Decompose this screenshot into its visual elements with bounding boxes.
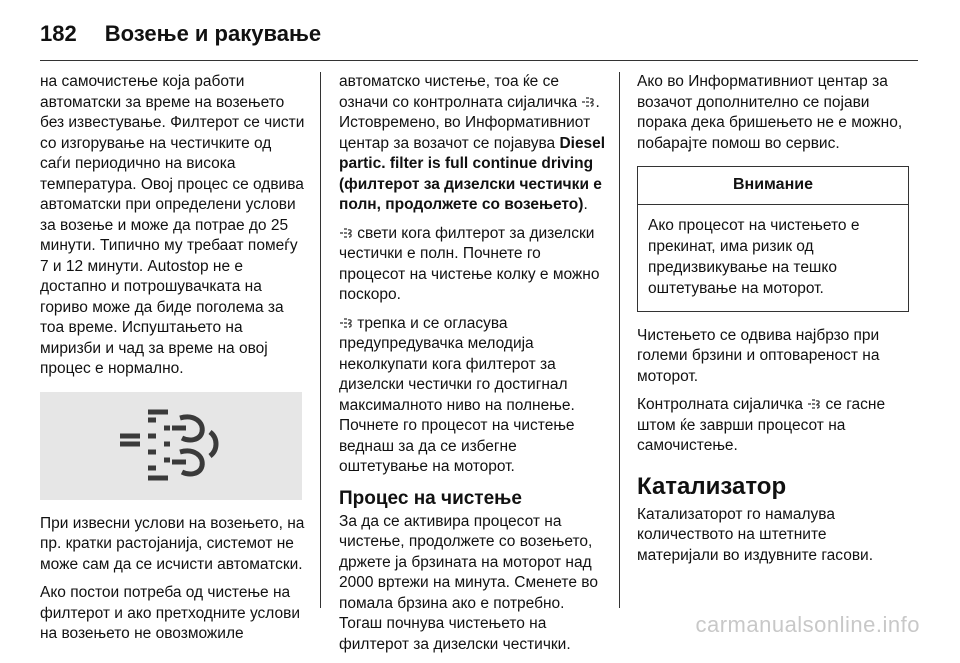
paragraph: Катализаторот го намалува количеството на штетните материјали во издувните гасови. (637, 505, 874, 564)
page-number: 182 (40, 21, 77, 46)
text: автоматско чистење, тоа ќе се означи со контролната сијаличка (339, 73, 582, 111)
section-heading: Катализатор (637, 472, 787, 500)
paragraph (339, 72, 607, 216)
paragraph: на самочистење која работи автоматски за време на возењето без известување. Филтерот се чисти со изгорување на честичките од саѓи периодично на висока температура. Овој процес се одвива автоматски при определени услови за возење и може да потрае до 25 минути. Типично му требаат помеѓу 7 и 12 минути. Autostop не е достапно и потрошувачката на гориво може да биде поголема за тоа време. Испуштањето на миризби и чад за време на овој процес е нормално. (40, 73, 305, 377)
paragraph: Чистењето се одвива најбрзо при големи брзини и оптовареност на моторот. (637, 326, 880, 385)
diesel-particulate-filter-icon (40, 392, 302, 500)
header-rule (40, 60, 918, 61)
paragraph (339, 224, 607, 306)
text: . Истовремено, во Информативниот центар за возачот се појавува (339, 93, 600, 152)
warning-body: Ако процесот на чистењето е прекинат, има ризик од предизвикување на тешко оштетување на моторот. (648, 216, 860, 297)
warning-box (637, 166, 909, 312)
column-divider (619, 72, 620, 608)
diesel-particulate-filter-icon (339, 316, 353, 330)
paragraph (637, 395, 909, 457)
page-header (40, 14, 321, 54)
text: се гасне штом ќе заврши процесот на самочистење. (637, 396, 886, 454)
section-heading: Процес на чистење (339, 487, 522, 509)
dpf-illustration (40, 392, 302, 500)
text: трепка и се огласува предупредувачка мелодија неколкупати кога филтерот за дизелски честички го достигнал максималното ниво на полнење. Почнете го процесот на чистење веднаш за да се избегне оштетување на моторот. (339, 314, 575, 475)
column-2 (339, 72, 607, 663)
diesel-particulate-filter-icon (807, 397, 821, 411)
paragraph: При извесни услови на возењето, на пр. кратки растојанија, системот не може сам да се исчисти автоматски. (40, 514, 305, 573)
column-1 (40, 72, 306, 653)
watermark: carmanualsonline.info (695, 612, 920, 637)
paragraph: Ако во Информативниот центар за возачот дополнително се појави порака дека бришењето не е можно, побарајте помош во сервис. (637, 73, 903, 152)
text: Контролната сијаличка (637, 396, 808, 413)
paragraph: Ако постои потреба од чистење на филтерот и ако претходните услови на возењето не овозможиле (40, 584, 301, 642)
diesel-particulate-filter-icon (581, 95, 595, 109)
message-text: Diesel partic. filter is full continue driving (филтерот за дизелски честички е полн, продолжете со возењето) (339, 134, 606, 213)
paragraph: За да се активира процесот на чистење, продолжете со возењето, држете ја брзината на моторот над 2000 вртежи на минута. Сменете во помала брзина ако е потребно. Тогаш почнува чистењето на филтерот за дизелски честички. (339, 512, 598, 653)
text: . (583, 196, 588, 213)
column-divider (320, 72, 321, 608)
warning-title: Внимание (638, 167, 908, 205)
paragraph (339, 314, 607, 478)
diesel-particulate-filter-icon (339, 226, 353, 240)
text: свети кога филтерот за дизелски честички е полн. Почнете го процесот на чистење колку е можно поскоро. (339, 224, 600, 303)
column-3 (637, 72, 909, 574)
chapter-title: Возење и ракување (104, 21, 322, 46)
